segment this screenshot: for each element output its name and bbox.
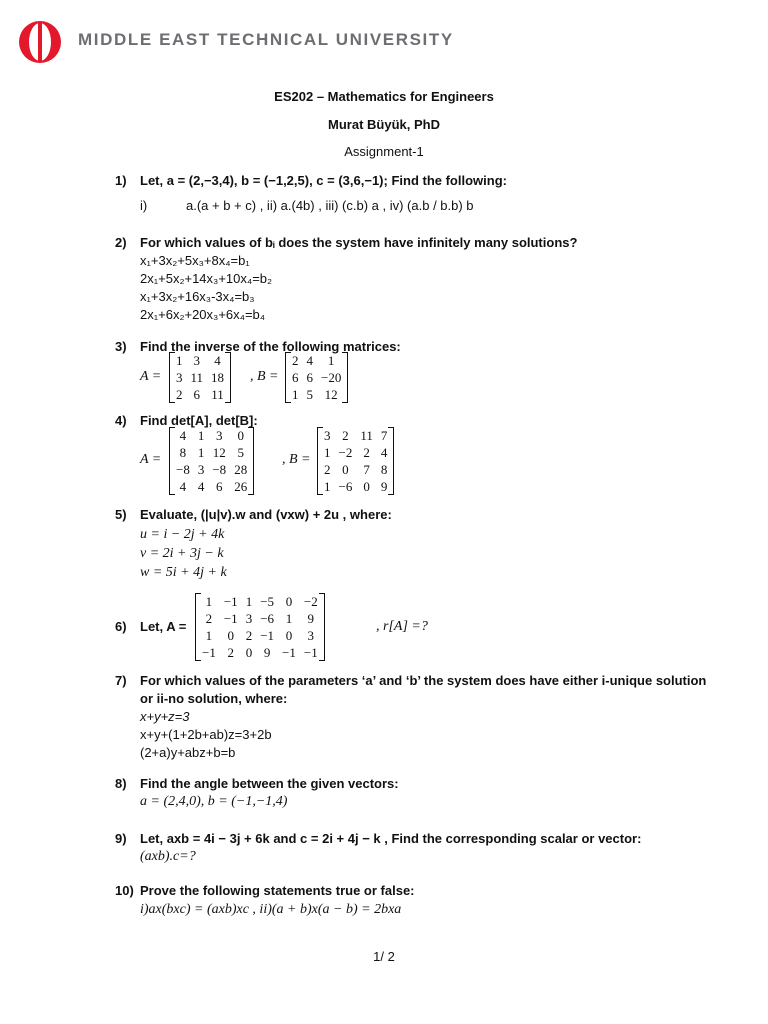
equation-line: x+y+(1+2b+ab)z=3+2b bbox=[140, 727, 272, 742]
question-number: 9) bbox=[115, 831, 127, 846]
metu-logo-icon bbox=[18, 20, 62, 64]
matrix-cell: 1 bbox=[292, 387, 299, 402]
matrix-row bbox=[198, 627, 322, 644]
matrix-cell: −5 bbox=[260, 594, 275, 609]
matrix-cell: 11 bbox=[360, 428, 373, 443]
matrix-row bbox=[172, 478, 251, 495]
question-7-prompt-cont: or ii-no solution, where: bbox=[140, 691, 288, 706]
matrix-cell: 3 bbox=[193, 353, 201, 368]
matrix-cell: 9 bbox=[380, 479, 388, 494]
matrix-cell: 1 bbox=[197, 428, 205, 443]
question-number: 8) bbox=[115, 776, 127, 791]
matrix-cell: 2 bbox=[176, 387, 183, 402]
matrix-cell: 1 bbox=[245, 594, 253, 609]
matrix-cell: 4 bbox=[214, 353, 221, 368]
matrix-cell: −20 bbox=[321, 370, 342, 385]
matrix-cell: 11 bbox=[190, 370, 204, 385]
matrix-cell: 8 bbox=[179, 445, 187, 460]
matrix-row bbox=[320, 444, 391, 461]
metu-logo bbox=[18, 20, 62, 64]
matrix-cell: 1 bbox=[176, 353, 183, 368]
matrix-cell: 2 bbox=[292, 353, 299, 368]
vector-equation: a = (2,4,0), b = (−1,−1,4) bbox=[140, 794, 288, 809]
equation-line: (2+a)y+abz+b=b bbox=[140, 745, 236, 760]
equation-line: 2x₁+6x₂+20x₃+6x₄=b₄ bbox=[140, 307, 266, 322]
question-number: 10) bbox=[115, 883, 134, 898]
matrix-cell: 1 bbox=[285, 611, 293, 626]
question-number: 1) bbox=[115, 173, 127, 188]
matrix-cell: 4 bbox=[179, 479, 187, 494]
matrix-a bbox=[172, 352, 228, 403]
matrix-cell: 3 bbox=[197, 462, 205, 477]
matrix-cell: −1 bbox=[202, 645, 216, 660]
vector-equation: i)ax(bxc) = (axb)xc , ii)(a + b)x(a − b) = 2bxa bbox=[140, 902, 402, 917]
matrix-row bbox=[320, 427, 391, 444]
matrix-cell: −6 bbox=[260, 611, 275, 626]
author-name: Murat Büyük, PhD bbox=[328, 117, 440, 132]
question-5-prompt: Evaluate, (|u|v).w and (vxw) + 2u , where: bbox=[140, 507, 392, 522]
rank-question: , r[A] =? bbox=[376, 619, 428, 634]
matrix-cell: 7 bbox=[363, 462, 370, 477]
matrix-cell: 11 bbox=[211, 387, 224, 402]
matrix-a bbox=[198, 593, 322, 661]
matrix-cell: −1 bbox=[260, 628, 275, 643]
matrix-cell: 0 bbox=[245, 645, 253, 660]
question-number: 7) bbox=[115, 673, 127, 688]
matrix-cell: 1 bbox=[327, 353, 335, 368]
vector-equation: u = i − 2j + 4k bbox=[140, 527, 225, 542]
matrix-row bbox=[172, 444, 251, 461]
matrix-cell: 28 bbox=[234, 462, 248, 477]
equation-line: x₁+3x₂+5x₃+8x₄=b₁ bbox=[140, 253, 250, 268]
assignment-title: Assignment-1 bbox=[344, 144, 424, 159]
question-number: 5) bbox=[115, 507, 127, 522]
question-number: 4) bbox=[115, 413, 127, 428]
matrix-cell: 7 bbox=[380, 428, 388, 443]
question-3-prompt: Find the inverse of the following matrices: bbox=[140, 339, 401, 354]
matrix-cell: 0 bbox=[285, 594, 293, 609]
matrix-cell: 0 bbox=[285, 628, 293, 643]
matrix-row bbox=[198, 593, 322, 610]
question-8-prompt: Find the angle between the given vectors: bbox=[140, 776, 399, 791]
matrix-row bbox=[172, 369, 228, 386]
question-7-prompt: For which values of the parameters ‘a’ and ‘b’ the system does have either i-unique solution bbox=[140, 673, 707, 688]
question-number: 3) bbox=[115, 339, 127, 354]
matrix-row bbox=[198, 610, 322, 627]
matrix-b bbox=[320, 427, 391, 495]
equation-line: 2x₁+5x₂+14x₃+10x₄=b₂ bbox=[140, 271, 273, 286]
matrix-cell: 1 bbox=[324, 445, 331, 460]
matrix-row bbox=[172, 386, 228, 403]
matrix-cell: 3 bbox=[176, 370, 183, 385]
question-10-prompt: Prove the following statements true or false: bbox=[140, 883, 415, 898]
matrix-cell: −1 bbox=[223, 611, 238, 626]
matrix-cell: 5 bbox=[306, 387, 313, 402]
matrix-cell: 2 bbox=[227, 645, 235, 660]
question-number: 6) bbox=[115, 619, 127, 634]
matrix-row bbox=[198, 644, 322, 661]
matrix-cell: 12 bbox=[324, 387, 338, 402]
matrix-row bbox=[288, 369, 345, 386]
vector-equation: w = 5i + 4j + k bbox=[140, 565, 227, 580]
matrix-cell: 6 bbox=[193, 387, 201, 402]
matrix-cell: 5 bbox=[237, 445, 244, 460]
matrix-cell: 4 bbox=[380, 445, 388, 460]
equation-line: x+y+z=3 bbox=[140, 709, 190, 724]
matrix-cell: 4 bbox=[197, 479, 205, 494]
matrix-row bbox=[320, 478, 391, 495]
matrix-cell: 3 bbox=[245, 611, 253, 626]
matrix-cell: 3 bbox=[307, 628, 315, 643]
matrix-cell: −6 bbox=[338, 479, 353, 494]
matrix-cell: 0 bbox=[342, 462, 349, 477]
matrix-cell: 3 bbox=[324, 428, 331, 443]
matrix-cell: 3 bbox=[216, 428, 223, 443]
matrix-cell: 1 bbox=[324, 479, 331, 494]
university-name: MIDDLE EAST TECHNICAL UNIVERSITY bbox=[78, 30, 454, 49]
matrix-cell: −1 bbox=[223, 594, 238, 609]
matrix-cell: 1 bbox=[205, 628, 213, 643]
question-9-prompt: Let, axb = 4i − 3j + 6k and c = 2i + 4j − k , Find the corresponding scalar or vector: bbox=[140, 831, 642, 846]
matrix-label-b: , B = bbox=[282, 452, 311, 467]
matrix-cell: 2 bbox=[245, 628, 253, 643]
matrix-cell: 0 bbox=[227, 628, 235, 643]
matrix-cell: 1 bbox=[197, 445, 205, 460]
question-2-prompt: For which values of bᵢ does the system have infinitely many solutions? bbox=[140, 235, 578, 250]
question-4-prompt: Find det[A], det[B]: bbox=[140, 413, 258, 428]
matrix-row bbox=[172, 427, 251, 444]
question-6-prompt: Let, A = bbox=[140, 619, 187, 634]
matrix-row bbox=[172, 352, 228, 369]
matrix-b bbox=[288, 352, 345, 403]
matrix-cell: 2 bbox=[205, 611, 213, 626]
matrix-cell: −2 bbox=[303, 594, 318, 609]
matrix-cell: 2 bbox=[342, 428, 349, 443]
matrix-cell: 9 bbox=[307, 611, 315, 626]
matrix-cell: 0 bbox=[237, 428, 244, 443]
matrix-cell: 4 bbox=[179, 428, 187, 443]
matrix-cell: 26 bbox=[234, 479, 248, 494]
matrix-cell: 1 bbox=[205, 594, 213, 609]
matrix-cell: 2 bbox=[324, 462, 331, 477]
matrix-row bbox=[320, 461, 391, 478]
matrix-row bbox=[172, 461, 251, 478]
matrix-cell: 8 bbox=[380, 462, 388, 477]
matrix-cell: 6 bbox=[292, 370, 299, 385]
matrix-cell: 6 bbox=[306, 370, 313, 385]
matrix-a bbox=[172, 427, 251, 495]
matrix-row bbox=[288, 386, 345, 403]
matrix-cell: −1 bbox=[303, 645, 318, 660]
matrix-cell: 0 bbox=[363, 479, 370, 494]
matrix-cell: 6 bbox=[216, 479, 223, 494]
matrix-cell: 9 bbox=[263, 645, 271, 660]
matrix-label-b: , B = bbox=[250, 369, 279, 384]
matrix-cell: 4 bbox=[306, 353, 313, 368]
matrix-cell: −8 bbox=[176, 462, 190, 477]
page-number: 1/ 2 bbox=[373, 949, 395, 964]
vector-equation: v = 2i + 3j − k bbox=[140, 546, 224, 561]
course-title: ES202 – Mathematics for Engineers bbox=[274, 89, 494, 104]
question-1-prompt: Let, a = (2,−3,4), b = (−1,2,5), c = (3,6,−1); Find the following: bbox=[140, 173, 507, 188]
matrix-cell: 12 bbox=[212, 445, 226, 460]
matrix-cell: −8 bbox=[212, 462, 227, 477]
vector-equation: (axb).c=? bbox=[140, 849, 196, 864]
matrix-cell: −2 bbox=[338, 445, 353, 460]
question-1-parts: a.(a + b + c) , ii) a.(4b) , iii) (c.b) a , iv) (a.b / b.b) b bbox=[186, 198, 474, 213]
matrix-cell: 2 bbox=[363, 445, 370, 460]
matrix-cell: 18 bbox=[211, 370, 225, 385]
equation-line: x₁+3x₂+16x₃-3x₄=b₃ bbox=[140, 289, 255, 304]
matrix-cell: −1 bbox=[282, 645, 296, 660]
matrix-label-a: A = bbox=[140, 369, 162, 384]
question-1-part-label: i) bbox=[140, 198, 148, 213]
matrix-label-a: A = bbox=[140, 452, 162, 467]
question-number: 2) bbox=[115, 235, 127, 250]
matrix-row bbox=[288, 352, 345, 369]
